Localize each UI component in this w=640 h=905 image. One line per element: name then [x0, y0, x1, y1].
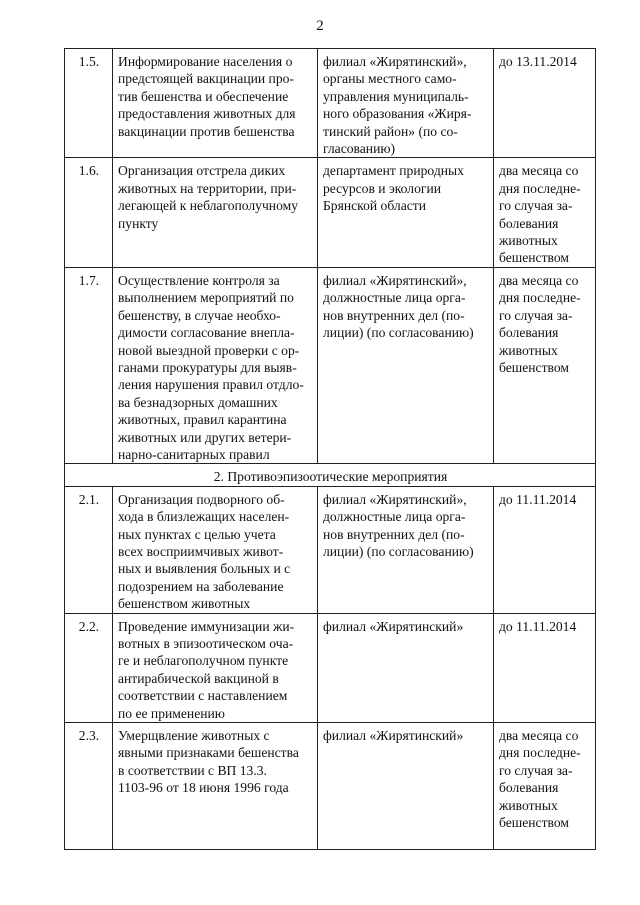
action-cell-line: Проведение иммунизации жи- [118, 618, 295, 634]
deadline-cell-line: два месяца со [499, 272, 579, 288]
deadline-cell-line: болевания [499, 780, 559, 796]
deadline-cell-line: животных [499, 342, 558, 358]
deadline-cell-line: до 11.11.2014 [499, 618, 577, 634]
action-cell-line: по ее применению [118, 705, 225, 721]
row-number: 1.7. [65, 267, 113, 463]
responsible-cell-line: нов внутренних дел (по- [323, 307, 465, 323]
deadline-cell-line: дня последне- [499, 180, 581, 196]
deadline-cell [494, 49, 596, 158]
action-cell [113, 267, 318, 463]
page-number: 2 [316, 18, 324, 34]
responsible-cell-line: лиции) (по согласованию) [323, 325, 474, 341]
responsible-cell-line: должностные лица орга- [323, 290, 466, 306]
action-cell-line: ва безнадзорных домашних [118, 394, 278, 410]
deadline-cell-line: бешенством [499, 359, 569, 375]
action-cell-line: животных, правил карантина [118, 412, 287, 428]
action-cell-line: предстоящей вакцинации про- [118, 71, 294, 87]
row-number: 2.3. [65, 723, 113, 850]
deadline-cell-line: бешенством [499, 815, 569, 831]
action-cell-line: ных пунктах с целью учета [118, 526, 276, 542]
responsible-cell-line: ресурсов и экологии [323, 180, 442, 196]
measures-table [64, 48, 596, 850]
action-cell-line: подозрением на заболевание [118, 578, 284, 594]
action-cell [113, 723, 318, 850]
deadline-cell-line: два месяца со [499, 163, 579, 179]
action-cell-line: ных и выявления больных и с [118, 561, 291, 577]
action-cell-line: ления нарушения правил отдло- [118, 377, 304, 393]
deadline-cell-line: до 11.11.2014 [499, 491, 577, 507]
action-cell-line: Осуществление контроля за [118, 272, 280, 288]
action-cell-line: нарно-санитарных правил [118, 446, 270, 462]
section-title: 2. Противоэпизоотические мероприятия [65, 464, 596, 486]
table-row [65, 486, 596, 613]
responsible-cell-line: лиции) (по согласованию) [323, 543, 474, 559]
responsible-cell-line: филиал «Жирятинский» [323, 728, 464, 744]
responsible-cell-line: должностные лица орга- [323, 509, 466, 525]
action-cell-line: Организация отстрела диких [118, 163, 286, 179]
action-cell [113, 486, 318, 613]
deadline-cell [494, 267, 596, 463]
action-cell-line: бешенством животных [118, 596, 251, 612]
responsible-cell [318, 613, 494, 722]
responsible-cell [318, 486, 494, 613]
table-row [65, 158, 596, 267]
responsible-cell-line: управления муниципаль- [323, 88, 469, 104]
deadline-cell-line: два месяца со [499, 728, 579, 744]
responsible-cell-line: филиал «Жирятинский» [323, 618, 464, 634]
deadline-cell-line: болевания [499, 325, 559, 341]
action-cell-line: антирабической вакциной в [118, 670, 279, 686]
table-row [65, 267, 596, 463]
action-cell-line: Умерщвление животных с [118, 728, 270, 744]
deadline-cell-line: дня последне- [499, 745, 581, 761]
deadline-cell-line: до 13.11.2014 [499, 54, 577, 69]
action-cell-line: выполнением мероприятий по [118, 290, 294, 306]
action-cell-line: ге и неблагополучном пункте [118, 653, 289, 669]
action-cell-line: вакцинации против бешенства [118, 123, 295, 139]
responsible-cell-line: гласованию) [323, 141, 396, 157]
responsible-cell-line: филиал «Жирятинский», [323, 491, 467, 507]
action-cell-line: явными признаками бешенства [118, 745, 299, 761]
action-cell-line: легающей к неблагополучному [118, 198, 299, 214]
responsible-cell [318, 723, 494, 850]
table-row [65, 723, 596, 850]
table-row [65, 49, 596, 158]
action-cell-line: всех восприимчивых живот- [118, 543, 284, 559]
deadline-cell-line: го случая за- [499, 307, 573, 323]
deadline-cell-line: бешенством [499, 250, 569, 266]
action-cell-line: животных или других ветери- [118, 429, 292, 445]
action-cell-line: новой выездной проверки с ор- [118, 342, 300, 358]
deadline-cell-line: животных [499, 797, 558, 813]
row-number: 2.2. [65, 613, 113, 722]
deadline-cell-line: го случая за- [499, 198, 573, 214]
action-cell-line: тив бешенства и обеспечение [118, 88, 289, 104]
deadline-cell [494, 723, 596, 850]
responsible-cell-line: Брянской области [323, 198, 426, 214]
action-cell-line: соответствии с наставлением [118, 688, 288, 704]
responsible-cell [318, 158, 494, 267]
action-cell-line: димости согласование внепла- [118, 325, 295, 341]
deadline-cell-line: животных [499, 233, 558, 249]
action-cell-line: Информирование населения о [118, 54, 293, 69]
action-cell-line: пункту [118, 215, 159, 231]
responsible-cell-line: органы местного само- [323, 71, 457, 87]
action-cell-line: вотных в эпизоотическом оча- [118, 636, 294, 651]
responsible-cell-line: филиал «Жирятинский», [323, 272, 467, 288]
action-cell-line: 1103-96 от 18 июня 1996 года [118, 780, 289, 796]
action-cell [113, 613, 318, 722]
responsible-cell [318, 49, 494, 158]
table-row [65, 613, 596, 722]
row-number: 1.6. [65, 158, 113, 267]
action-cell [113, 49, 318, 158]
measures-table-body [65, 49, 596, 850]
row-number: 2.1. [65, 486, 113, 613]
responsible-cell-line: тинский район» (по со- [323, 123, 458, 139]
responsible-cell-line: департамент природных [323, 163, 464, 179]
row-number: 1.5. [65, 49, 113, 158]
deadline-cell [494, 613, 596, 722]
action-cell-line: животных на территории, при- [118, 180, 297, 196]
deadline-cell-line: го случая за- [499, 762, 573, 778]
action-cell-line: в соответствии с ВП 13.3. [118, 762, 267, 778]
action-cell-line: предоставления животных для [118, 106, 296, 122]
responsible-cell-line: филиал «Жирятинский», [323, 54, 467, 69]
deadline-cell-line: болевания [499, 215, 559, 231]
action-cell-line: Организация подворного об- [118, 491, 285, 507]
action-cell-line: ганами прокуратуры для выяв- [118, 359, 297, 375]
section-row [65, 464, 596, 486]
responsible-cell [318, 267, 494, 463]
deadline-cell [494, 486, 596, 613]
responsible-cell-line: нов внутренних дел (по- [323, 526, 465, 542]
deadline-cell [494, 158, 596, 267]
action-cell-line: бешенству, в случае необхо- [118, 307, 281, 323]
responsible-cell-line: ного образования «Жиря- [323, 106, 472, 122]
action-cell-line: хода в близлежащих населен- [118, 509, 290, 525]
deadline-cell-line: дня последне- [499, 290, 581, 306]
action-cell [113, 158, 318, 267]
